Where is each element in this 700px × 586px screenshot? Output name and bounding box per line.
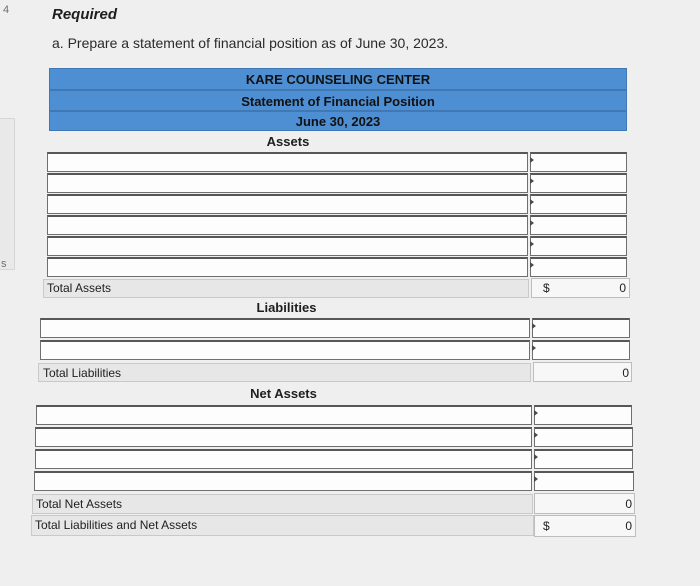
liability-amount-input-1[interactable] bbox=[532, 318, 630, 338]
asset-label-input-5[interactable] bbox=[47, 236, 528, 256]
required-heading: Required bbox=[52, 6, 118, 23]
liability-amount-input-2[interactable] bbox=[532, 340, 630, 360]
assets-section-heading: Assets bbox=[266, 134, 310, 149]
asset-amount-input-2[interactable] bbox=[530, 173, 627, 193]
net-asset-label-input-3[interactable] bbox=[35, 449, 532, 469]
total-liabilities-net-assets-label: Total Liabilities and Net Assets bbox=[35, 518, 198, 532]
total-liabilities-net-assets-value: 0 bbox=[625, 519, 632, 533]
asset-amount-input-5[interactable] bbox=[530, 236, 627, 256]
net-asset-amount-input-4[interactable] bbox=[534, 471, 634, 491]
asset-label-input-1[interactable] bbox=[47, 152, 528, 172]
asset-amount-input-6[interactable] bbox=[530, 257, 627, 277]
company-name-header: KARE COUNSELING CENTER bbox=[49, 68, 627, 90]
asset-label-input-6[interactable] bbox=[47, 257, 528, 277]
asset-label-input-4[interactable] bbox=[47, 215, 528, 235]
net-asset-label-input-2[interactable] bbox=[35, 427, 532, 447]
total-net-assets-value: 0 bbox=[625, 497, 632, 511]
net-asset-label-input-1[interactable] bbox=[36, 405, 532, 425]
net-asset-amount-input-1[interactable] bbox=[534, 405, 632, 425]
total-assets-value: 0 bbox=[619, 281, 626, 295]
liabilities-section-heading: Liabilities bbox=[256, 300, 317, 315]
asset-amount-input-3[interactable] bbox=[530, 194, 627, 214]
asset-amount-input-4[interactable] bbox=[530, 215, 627, 235]
net-asset-amount-input-2[interactable] bbox=[534, 427, 633, 447]
net-asset-amount-input-3[interactable] bbox=[534, 449, 633, 469]
total-assets-currency: $ bbox=[543, 281, 550, 295]
total-net-assets-label: Total Net Assets bbox=[36, 497, 123, 511]
net-asset-label-input-4[interactable] bbox=[34, 471, 532, 491]
statement-date-header: June 30, 2023 bbox=[49, 111, 627, 131]
question-number: 4 bbox=[3, 4, 10, 16]
total-assets-label: Total Assets bbox=[47, 281, 112, 295]
liability-label-input-1[interactable] bbox=[40, 318, 530, 338]
total-liabilities-label: Total Liabilities bbox=[43, 366, 122, 380]
total-assets-row bbox=[43, 279, 529, 298]
statement-title-header: Statement of Financial Position bbox=[49, 90, 627, 111]
asset-label-input-3[interactable] bbox=[47, 194, 528, 214]
total-liabilities-value: 0 bbox=[622, 366, 629, 380]
instruction-text: a. Prepare a statement of financial position as of June 30, 2023. bbox=[52, 35, 449, 51]
left-nav-strip bbox=[0, 118, 15, 270]
net-assets-section-heading: Net Assets bbox=[250, 386, 317, 401]
liability-label-input-2[interactable] bbox=[40, 340, 530, 360]
asset-label-input-2[interactable] bbox=[47, 173, 528, 193]
asset-amount-input-1[interactable] bbox=[530, 152, 627, 172]
grand-total-currency: $ bbox=[543, 519, 550, 533]
side-marker: s bbox=[1, 258, 7, 270]
